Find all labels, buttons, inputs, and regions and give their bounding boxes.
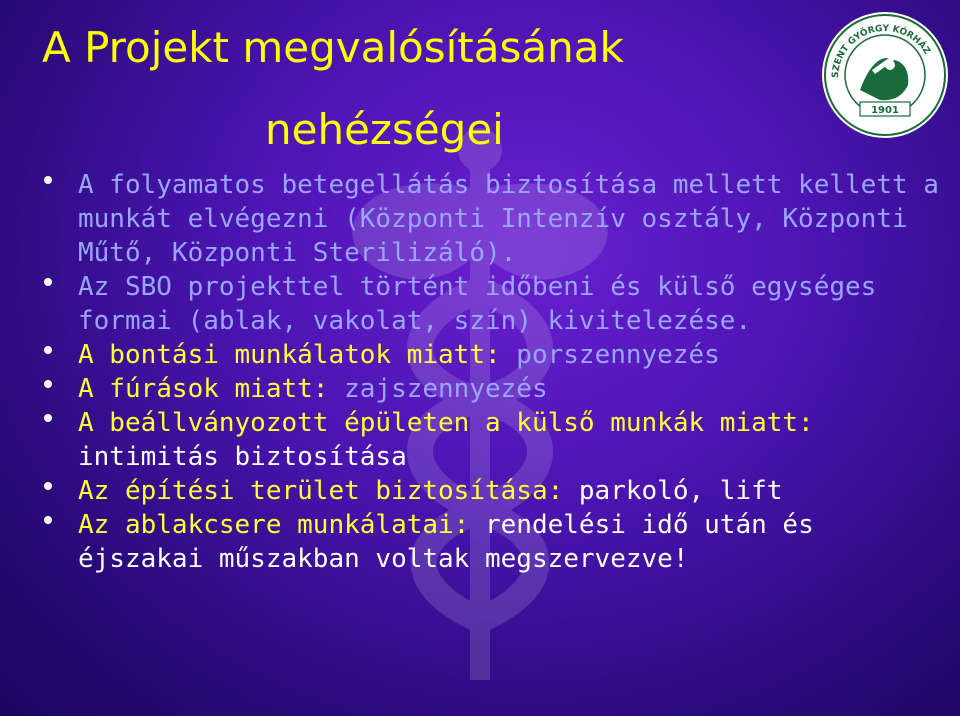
- bullet-lead-text: A beállványozott épületen a külső munkák miatt:: [78, 408, 814, 438]
- bullet-item: [44, 508, 944, 576]
- bullet-detail-text: porszennyezés: [516, 340, 720, 370]
- bullet-item: [44, 270, 944, 338]
- logo-arc-text: SZENT GYÖRGY KÓRHÁZ: [830, 23, 932, 79]
- bullet-lead-text: A fúrások miatt:: [78, 374, 345, 404]
- bullet-text: Az SBO projekttel történt időbeni és külső egységes formai (ablak, vakolat, szín) kivitelezése.: [78, 272, 877, 336]
- bullet-lead-text: Az ablakcsere munkálatai:: [78, 510, 485, 540]
- bullet-list: [44, 168, 944, 576]
- bullet-item: [44, 406, 944, 474]
- bullet-detail-text: zajszennyezés: [344, 374, 548, 404]
- bullet-detail-text: rendelési idő után és éjszakai műszakban voltak megszervezve!: [78, 510, 814, 574]
- bullet-item: [44, 338, 944, 372]
- bullet-lead-text: Az építési terület biztosítása:: [78, 476, 579, 506]
- page-title-line-2: nehézségei: [265, 105, 504, 154]
- bullet-item: [44, 372, 944, 406]
- bullet-item: [44, 474, 944, 508]
- bullet-text: A folyamatos betegellátás biztosítása mellett kellett a munkát elvégezni (Központi Intenzív osztály, Központi Műtő, Központi Sterilizáló).: [78, 170, 939, 268]
- bullet-lead-text: A bontási munkálatok miatt:: [78, 340, 517, 370]
- logo-year: 1901: [871, 105, 899, 116]
- page-title-line-1: A Projekt megvalósításának: [42, 23, 624, 72]
- bullet-detail-text: parkoló, lift: [578, 476, 783, 506]
- bullet-detail-text: intimitás biztosítása: [78, 442, 407, 472]
- bullet-item: [44, 168, 944, 270]
- hospital-seal-icon: [820, 10, 950, 140]
